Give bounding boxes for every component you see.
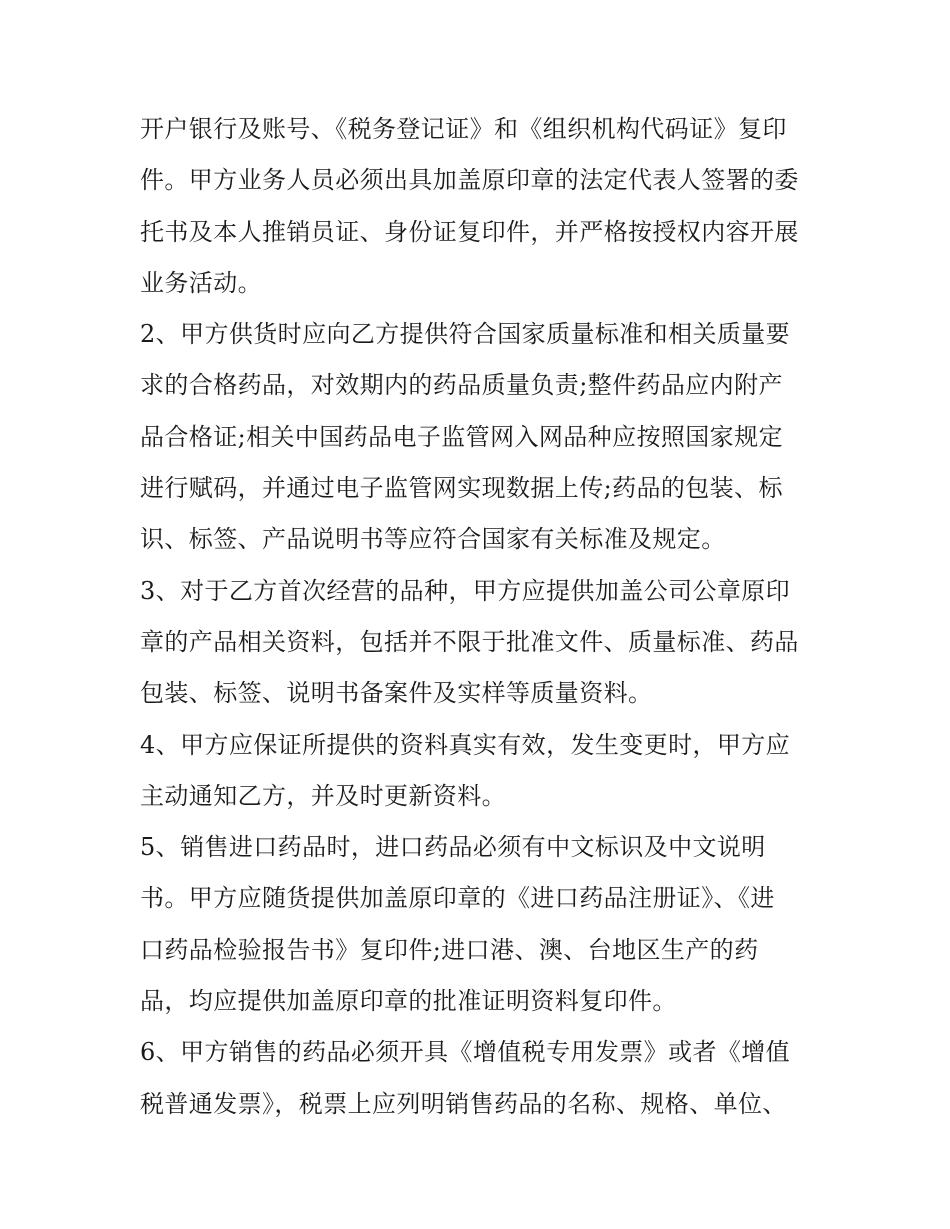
text-line: 开户银行及账号、《税务登记证》和《组织机构代码证》复印 [140,115,787,143]
text-line: 品合格证;相关中国药品电子监管网入网品种应按照国家规定 [140,422,783,451]
text-line: 主动通知乙方，并及时更新资料。 [140,781,506,810]
text-line: 件。甲方业务人员必须出具加盖原印章的法定代表人签署的委 [140,166,799,195]
text-line: 3、对于乙方首次经营的品种，甲方应提供加盖公司公章原印 [140,576,791,605]
text-line: 品，均应提供加盖原印章的批准证明资料复印件。 [140,987,677,1016]
paragraph-clause-5 [140,822,820,1027]
document-body [140,104,820,1130]
text-line: 进行赋码，并通过电子监管网实现数据上传;药品的包装、标 [140,474,783,503]
paragraph-clause-4 [140,720,820,823]
text-line: 4、甲方应保证所提供的资料真实有效，发生变更时，甲方应 [140,730,791,759]
text-line: 口药品检验报告书》复印件;进口港、澳、台地区生产的药 [140,935,759,964]
text-line: 托书及本人推销员证、身份证复印件，并严格按授权内容开展 [140,217,799,246]
text-line: 章的产品相关资料，包括并不限于批准文件、质量标准、药品 [140,627,799,656]
text-line: 税普通发票》，税票上应列明销售药品的名称、规格、单位、 [140,1089,787,1118]
paragraph-clause-3 [140,566,820,720]
text-line: 识、标签、产品说明书等应符合国家有关标准及规定。 [140,525,726,554]
text-line: 书。甲方应随货提供加盖原印章的《进口药品注册证》、《进 [140,884,775,913]
text-line: 2、甲方供货时应向乙方提供符合国家质量标准和相关质量要 [140,320,791,349]
text-line: 5、销售进口药品时，进口药品必须有中文标识及中文说明 [140,833,766,862]
paragraph-clause-2 [140,309,820,565]
text-line: 包装、标签、说明书备案件及实样等质量资料。 [140,679,653,708]
text-line: 6、甲方销售的药品必须开具《增值税专用发票》或者《增值 [140,1038,791,1067]
text-line: 业务活动。 [140,268,262,297]
paragraph-qualification-docs [140,104,820,309]
text-line: 求的合格药品，对效期内的药品质量负责;整件药品应内附产 [140,371,783,400]
paragraph-clause-6 [140,1027,820,1130]
